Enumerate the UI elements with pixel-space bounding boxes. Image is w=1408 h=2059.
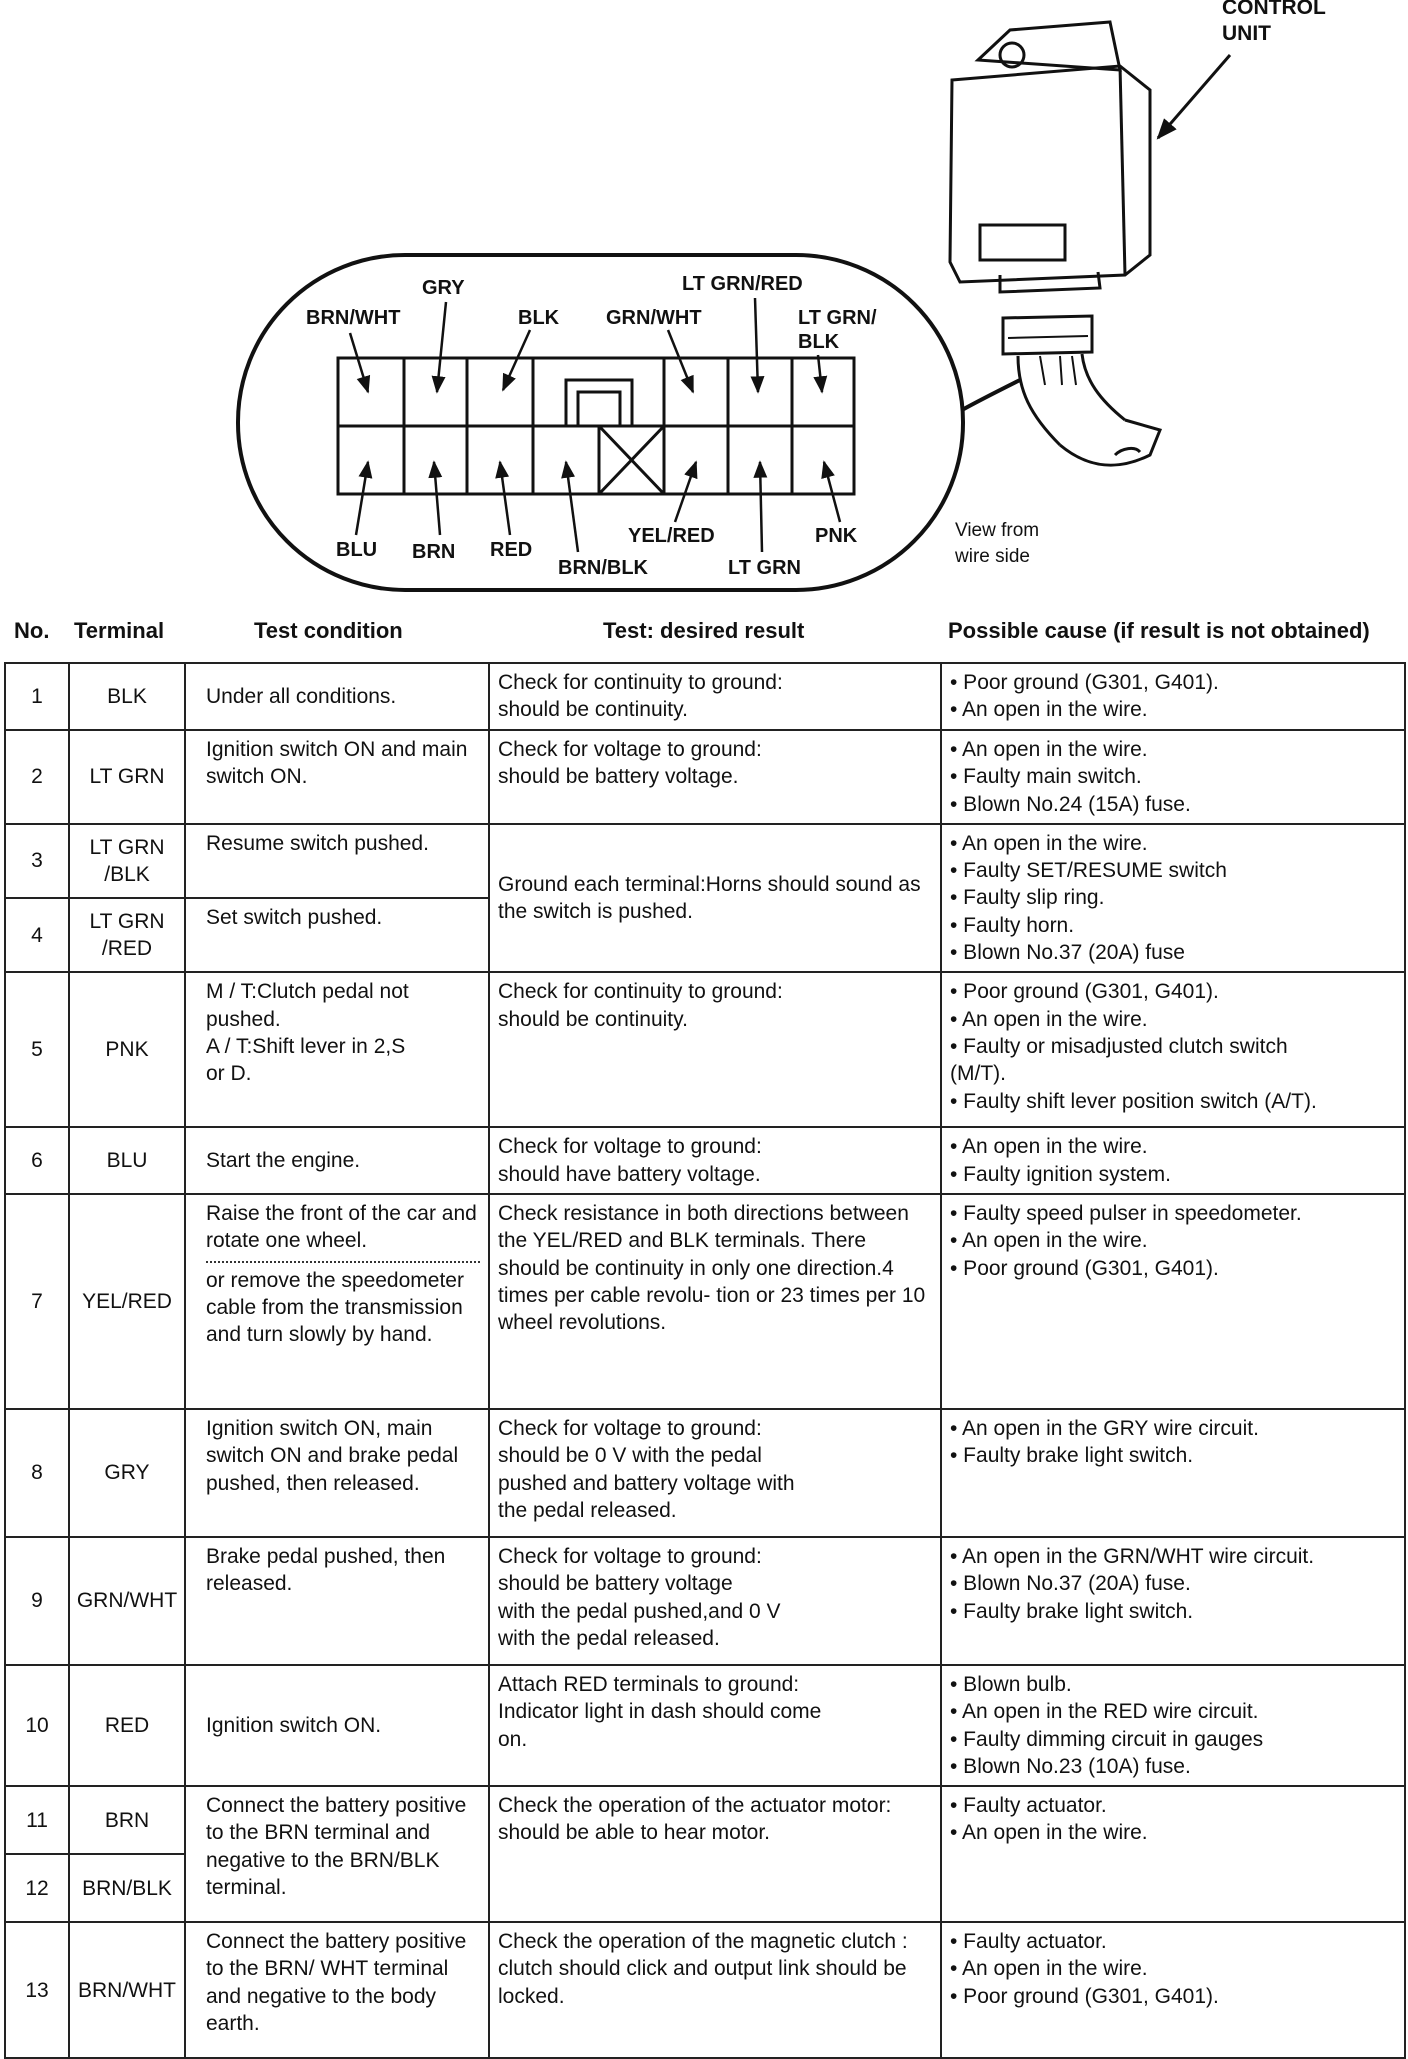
label-brn-blk: BRN/BLK [558,557,648,579]
terminal-cell: BRN/WHT [69,1922,185,2058]
possible-cause-cell: • An open in the wire. • Faulty SET/RESUME switch • Faulty slip ring. • Faulty horn. • Blown No.37 (20A) fuse [941,824,1405,972]
table-row [5,1537,1405,1665]
row-number: 13 [5,1922,69,2058]
terminal-test-table [4,662,1406,2059]
label-lt-grn-blk: LT GRN/ BLK [798,307,877,353]
desired-result-cell: Check for continuity to ground: should be continuity. [489,972,941,1127]
top-wire-labels [306,273,882,353]
test-condition-cell: Connect the battery positive to the BRN/ WHT terminal and negative to the body earth. [185,1922,489,2058]
terminal-cell: BLK [69,663,185,730]
label-lt-grn-red: LT GRN/RED [682,273,803,295]
table-row [5,1127,1405,1194]
label-lt-grn: LT GRN [728,557,801,579]
table-row [5,972,1405,1127]
table-row [5,1409,1405,1537]
row-number: 10 [5,1665,69,1786]
desired-result-cell: Check resistance in both directions between the YEL/RED and BLK terminals. There should be continuity in only one direction.4 times per cable revolu- tion or 23 times per 10 wheel revolutions. [489,1194,941,1409]
terminal-cell: GRY [69,1409,185,1537]
terminal-cell: RED [69,1665,185,1786]
header-no: No. [14,618,50,643]
row-number: 6 [5,1127,69,1194]
table-row [5,1922,1405,2058]
possible-cause-cell: • Faulty speed pulser in speedometer. • An open in the wire. • Poor ground (G301, G401). [941,1194,1405,1409]
header-desired-result: Test: desired result [603,618,805,643]
possible-cause-cell: • Faulty actuator. • An open in the wire. • Poor ground (G301, G401). [941,1922,1405,2058]
header-terminal: Terminal [74,618,165,643]
possible-cause-cell: • An open in the wire. • Faulty ignition system. [941,1127,1405,1194]
desired-result-cell: Check for voltage to ground: should be battery voltage with the pedal pushed,and 0 V with the pedal released. [489,1537,941,1665]
desired-result-cell: Check for voltage to ground: should have battery voltage. [489,1127,941,1194]
table-row [5,1194,1405,1409]
test-condition-cell: Ignition switch ON, main switch ON and brake pedal pushed, then released. [185,1409,489,1537]
label-red: RED [490,539,533,561]
connector-diagram [0,0,1408,610]
control-unit-illustration [950,22,1160,465]
test-condition-cell: Connect the battery positive to the BRN terminal and negative to the BRN/BLK terminal. [185,1786,489,1922]
row-number: 9 [5,1537,69,1665]
label-grn-wht: GRN/WHT [606,307,702,329]
terminal-cell: PNK [69,972,185,1127]
terminal-cell: LT GRN [69,730,185,824]
test-condition-cell: M / T:Clutch pedal not pushed. A / T:Shift lever in 2,S or D. [185,972,489,1127]
label-gry: GRY [422,277,465,299]
table-row [5,730,1405,824]
row-number: 3 [5,824,69,898]
desired-result-cell: Check the operation of the actuator motor: should be able to hear motor. [489,1786,941,1922]
row-number: 12 [5,1854,69,1922]
test-condition-cell [185,1194,489,1409]
test-condition-cell: Start the engine. [185,1127,489,1194]
desired-result-cell: Ground each terminal:Horns should sound as the switch is pushed. [489,824,941,972]
terminal-cell: LT GRN /RED [69,898,185,972]
header-test-condition: Test condition [254,618,403,643]
label-blk: BLK [518,307,560,329]
row-number: 2 [5,730,69,824]
test-condition-cell: Under all conditions. [185,663,489,730]
label-brn-wht: BRN/WHT [306,307,401,329]
possible-cause-cell: • An open in the wire. • Faulty main switch. • Blown No.24 (15A) fuse. [941,730,1405,824]
terminal-cell: YEL/RED [69,1194,185,1409]
table-row [5,824,1405,898]
test-condition-cell: Ignition switch ON and main switch ON. [185,730,489,824]
terminal-cell: LT GRN /BLK [69,824,185,898]
row-number: 11 [5,1786,69,1854]
terminal-cell: BLU [69,1127,185,1194]
table-row [5,1786,1405,1854]
terminal-cell: BRN [69,1786,185,1854]
terminal-cell: GRN/WHT [69,1537,185,1665]
test-condition-cell: Ignition switch ON. [185,1665,489,1786]
control-unit-label: CONTROL UNIT [1222,0,1326,45]
connector-cavities [338,358,854,494]
row-number: 8 [5,1409,69,1537]
label-brn: BRN [412,541,456,563]
top-wire-arrows [350,298,822,392]
possible-cause-cell: • Faulty actuator. • An open in the wire. [941,1786,1405,1922]
desired-result-cell: Check for voltage to ground: should be 0 V with the pedal pushed and battery voltage with the pedal released. [489,1409,941,1537]
row-number: 7 [5,1194,69,1409]
possible-cause-cell: • Blown bulb. • An open in the RED wire circuit. • Faulty dimming circuit in gauges • Blown No.23 (10A) fuse. [941,1665,1405,1786]
test-condition-cell: Resume switch pushed. [185,824,489,898]
row-number: 4 [5,898,69,972]
test-condition-cell: Brake pedal pushed, then released. [185,1537,489,1665]
row-number: 1 [5,663,69,730]
label-yel-red: YEL/RED [628,525,715,547]
view-from-wire-side-label: View from wire side [955,520,1040,567]
row-number: 5 [5,972,69,1127]
possible-cause-cell: • An open in the GRY wire circuit. • Faulty brake light switch. [941,1409,1405,1537]
table-row [5,1665,1405,1786]
desired-result-cell: Check the operation of the magnetic clutch : clutch should click and output link should be locked. [489,1922,941,2058]
bottom-wire-labels [336,525,858,579]
label-blu: BLU [336,539,378,561]
desired-result-cell: Check for voltage to ground: should be battery voltage. [489,730,941,824]
label-pnk: PNK [815,525,858,547]
test-condition-cell: Set switch pushed. [185,898,489,972]
test-condition-primary: Raise the front of the car and rotate one wheel. [206,1201,477,1253]
desired-result-cell: Check for continuity to ground: should be continuity. [489,663,941,730]
table-row [5,663,1405,730]
possible-cause-cell: • Poor ground (G301, G401). • An open in the wire. • Faulty or misadjusted clutch switch (M/T). • Faulty shift lever position switch (A/T). [941,972,1405,1127]
desired-result-cell: Attach RED terminals to ground: Indicator light in dash should come on. [489,1665,941,1786]
header-possible-cause: Possible cause (if result is not obtained) [948,618,1370,643]
possible-cause-cell: • An open in the GRN/WHT wire circuit. • Blown No.37 (20A) fuse. • Faulty brake light switch. [941,1537,1405,1665]
test-condition-alternative: or remove the speedometer cable from the transmission and turn slowly by hand. [206,1261,480,1349]
terminal-cell: BRN/BLK [69,1854,185,1922]
possible-cause-cell: • Poor ground (G301, G401). • An open in the wire. [941,663,1405,730]
